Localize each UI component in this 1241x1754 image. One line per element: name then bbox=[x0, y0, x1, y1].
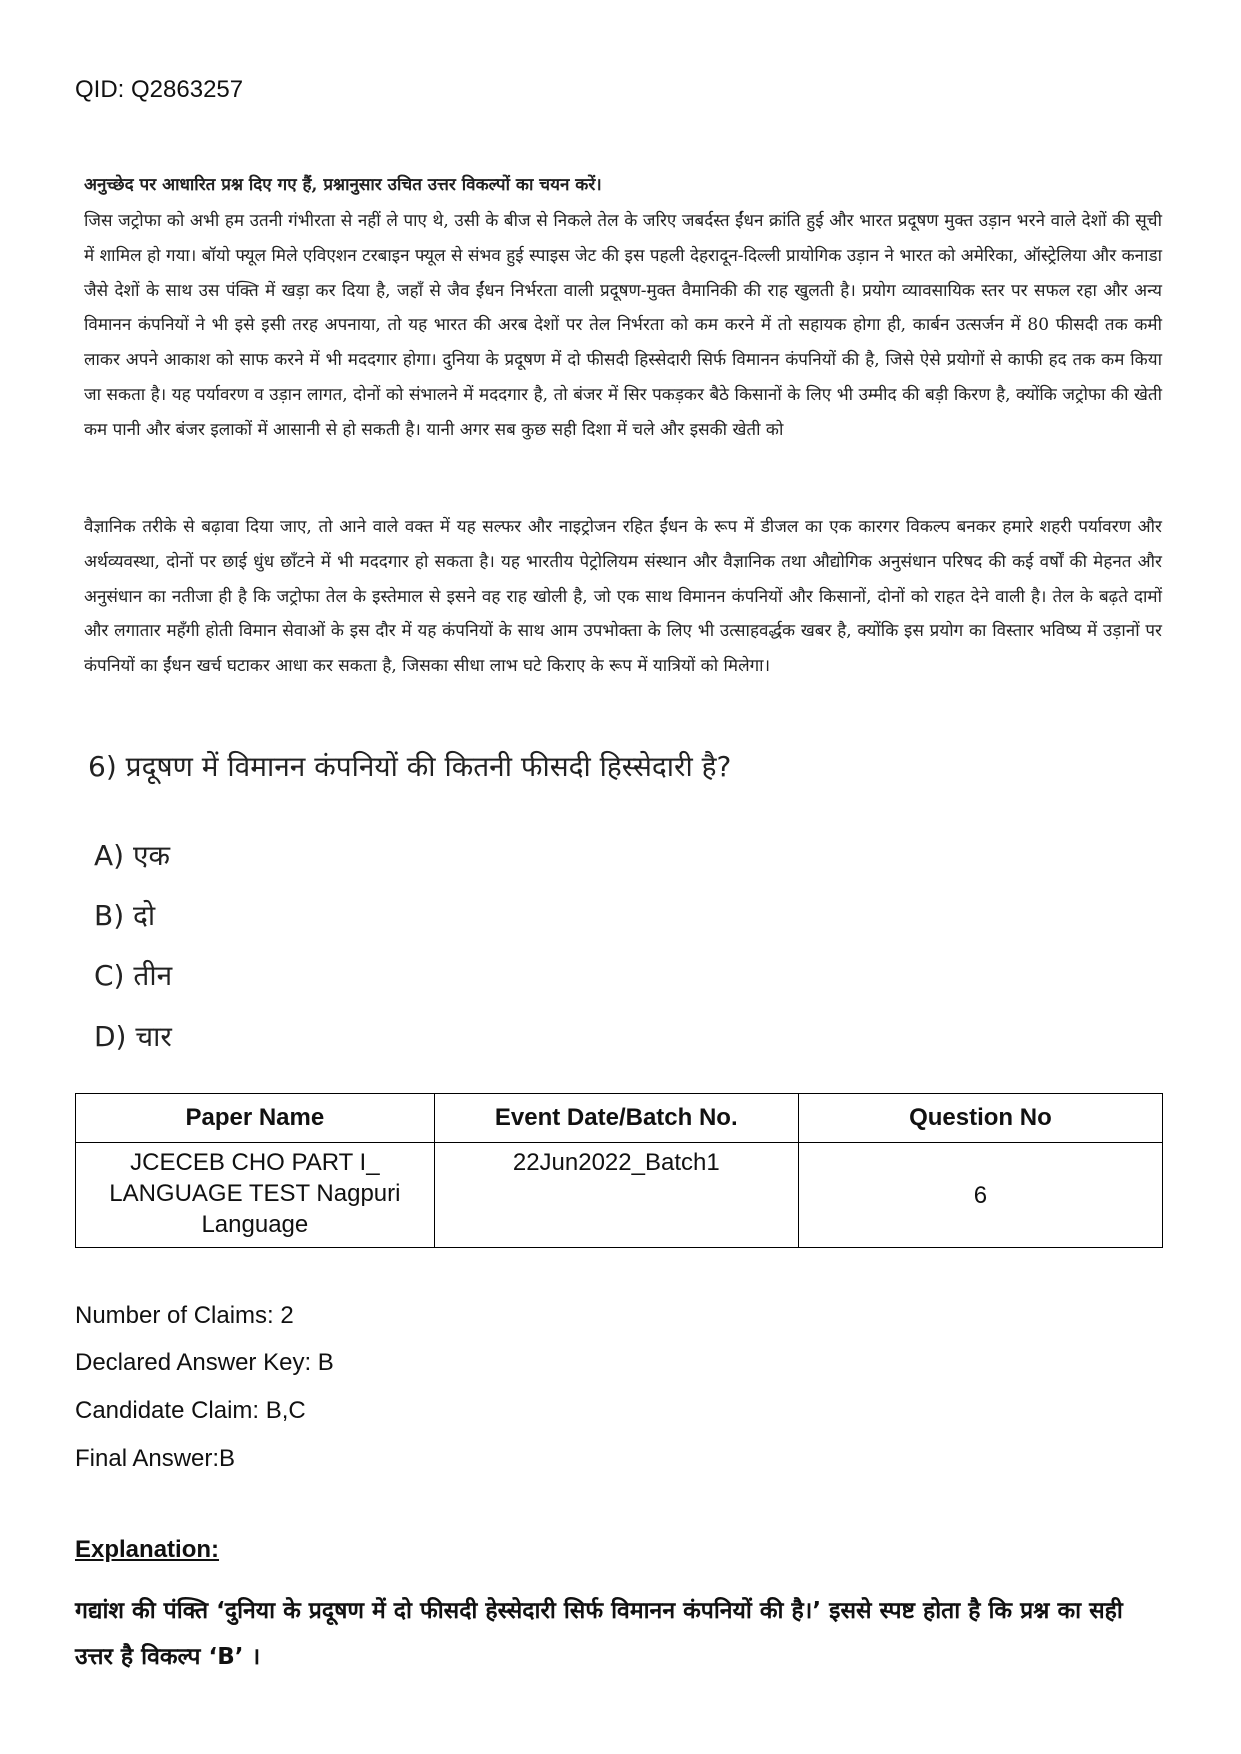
passage-paragraph-1: जिस जट्रोफा को अभी हम उतनी गंभीरता से नहीं ले पाए थे, उसी के बीज से निकले तेल के जरिए जबर्दस्त ईंधन क्रांति हुई और भारत प्रदूषण मुक्त उड़ान भरने वाले देशों की सूची में शामिल हो गया। बॉयो फ्यूल मिले एविएशन टरबाइन फ्यूल से संभव हुई स्पाइस जेट की इस पहली देहरादून-दिल्ली प्रायोगिक उड़ान ने भारत को अमेरिका, ऑस्ट्रेलिया और कनाडा जैसे देशों के साथ उस पंक्ति में खड़ा कर दिया है, जहाँ से जैव ईंधन निर्भरता वाली प्रदूषण-मुक्त वैमानिकी की राह खुलती है। प्रयोग व्यावसायिक स्तर पर सफल रहा और अन्य विमानन कंपनियों ने भी इसे इसी तरह अपनाया, तो यह भारत की अरब देशों पर तेल निर्भरता को कम करने में तो सहायक होगा ही, कार्बन उत्सर्जन में 80 फीसदी तक कमी लाकर अपने आकाश को साफ करने में भी मददगार होगा। दुनिया के प्रदूषण में दो फीसदी हिस्सेदारी सिर्फ विमानन कंपनियों की है, जिसे ऐसे प्रयोगों से काफी हद तक कम किया जा सकता है। यह पर्यावरण व उड़ान लागत, दोनों को संभालने में मददगार है, तो बंजर में सिर पकड़कर बैठे किसानों के लिए भी उम्मीद की बड़ी किरण है, क्योंकि जट्रोफा की खेती कम पानी और बंजर इलाकों में आसानी से हो सकती है। यानी अगर सब कुछ सही दिशा में चले और इसकी खेती को bbox=[84, 211, 1162, 440]
question-text: 6) प्रदूषण में विमानन कंपनियों की कितनी फीसदी हिस्सेदारी है? bbox=[88, 750, 732, 783]
cell-event-date: 22Jun2022_Batch1 bbox=[434, 1143, 798, 1248]
cell-paper-name: JCECEB CHO PART I_ LANGUAGE TEST Nagpuri Language bbox=[76, 1143, 435, 1248]
explanation-text: गद्यांश की पंक्ति ‘दुनिया के प्रदूषण में दो फीसदी हेस्सेदारी सिर्फ विमानन कंपनियों की है।’ इससे स्पष्ट होता है कि प्रश्न का सही उत्तर है विकल्प ‘B’ । bbox=[75, 1598, 1123, 1670]
option-d: D) चार bbox=[94, 1020, 172, 1053]
candidate-claim: Candidate Claim: B,C bbox=[75, 1397, 306, 1424]
passage-paragraph-2: वैज्ञानिक तरीके से बढ़ावा दिया जाए, तो आने वाले वक्त में यह सल्फर और नाइट्रोजन रहित ईंधन के रूप में डीजल का एक कारगर विकल्प बनकर हमारे शहरी पर्यावरण और अर्थव्यवस्था, दोनों पर छाई धुंध छाँटने में भी मददगार हो सकता है। यह भारतीय पेट्रोलियम संस्थान और वैज्ञानिक तथा औद्योगिक अनुसंधान परिषद की कई वर्षों की मेहनत और अनुसंधान का नतीजा ही है कि जट्रोफा तेल के इस्तेमाल से इसने वह राह खोली है, जो एक साथ विमानन कंपनियों और किसानों, दोनों को राहत देने वाली है। तेल के बढ़ते दामों और लगातार महँगी होती विमान सेवाओं के इस दौर में यह कंपनियों के साथ आम उपभोक्ता के लिए भी उत्साहवर्द्धक खबर है, क्योंकि इस प्रयोग का विस्तार भविष्य में उड़ानों पर कंपनियों का ईंधन खर्च घटाकर आधा कर सकता है, जिसका सीधा लाभ घटे किराए के रूप में यात्रियों को मिलेगा। bbox=[84, 517, 1162, 677]
header-question-no: Question No bbox=[798, 1094, 1162, 1143]
question-id: QID: Q2863257 bbox=[75, 76, 244, 103]
header-event-date: Event Date/Batch No. bbox=[434, 1094, 798, 1143]
option-a: A) एक bbox=[94, 839, 170, 872]
cell-question-no: 6 bbox=[798, 1143, 1162, 1248]
passage-instruction: अनुच्छेद पर आधारित प्रश्न दिए गए हैं, प्रश्नानुसार उचित उत्तर विकल्पों का चयन करें। bbox=[84, 175, 602, 195]
option-c: C) तीन bbox=[94, 959, 173, 992]
explanation-heading: Explanation: bbox=[75, 1536, 220, 1563]
option-b: B) दो bbox=[94, 899, 156, 932]
header-paper-name: Paper Name bbox=[76, 1094, 435, 1143]
paper-info-table bbox=[75, 1093, 1163, 1248]
table-row bbox=[76, 1143, 1163, 1248]
number-of-claims: Number of Claims: 2 bbox=[75, 1302, 294, 1329]
declared-answer-key: Declared Answer Key: B bbox=[75, 1349, 334, 1376]
table-header-row bbox=[76, 1094, 1163, 1143]
final-answer: Final Answer:B bbox=[75, 1445, 236, 1472]
